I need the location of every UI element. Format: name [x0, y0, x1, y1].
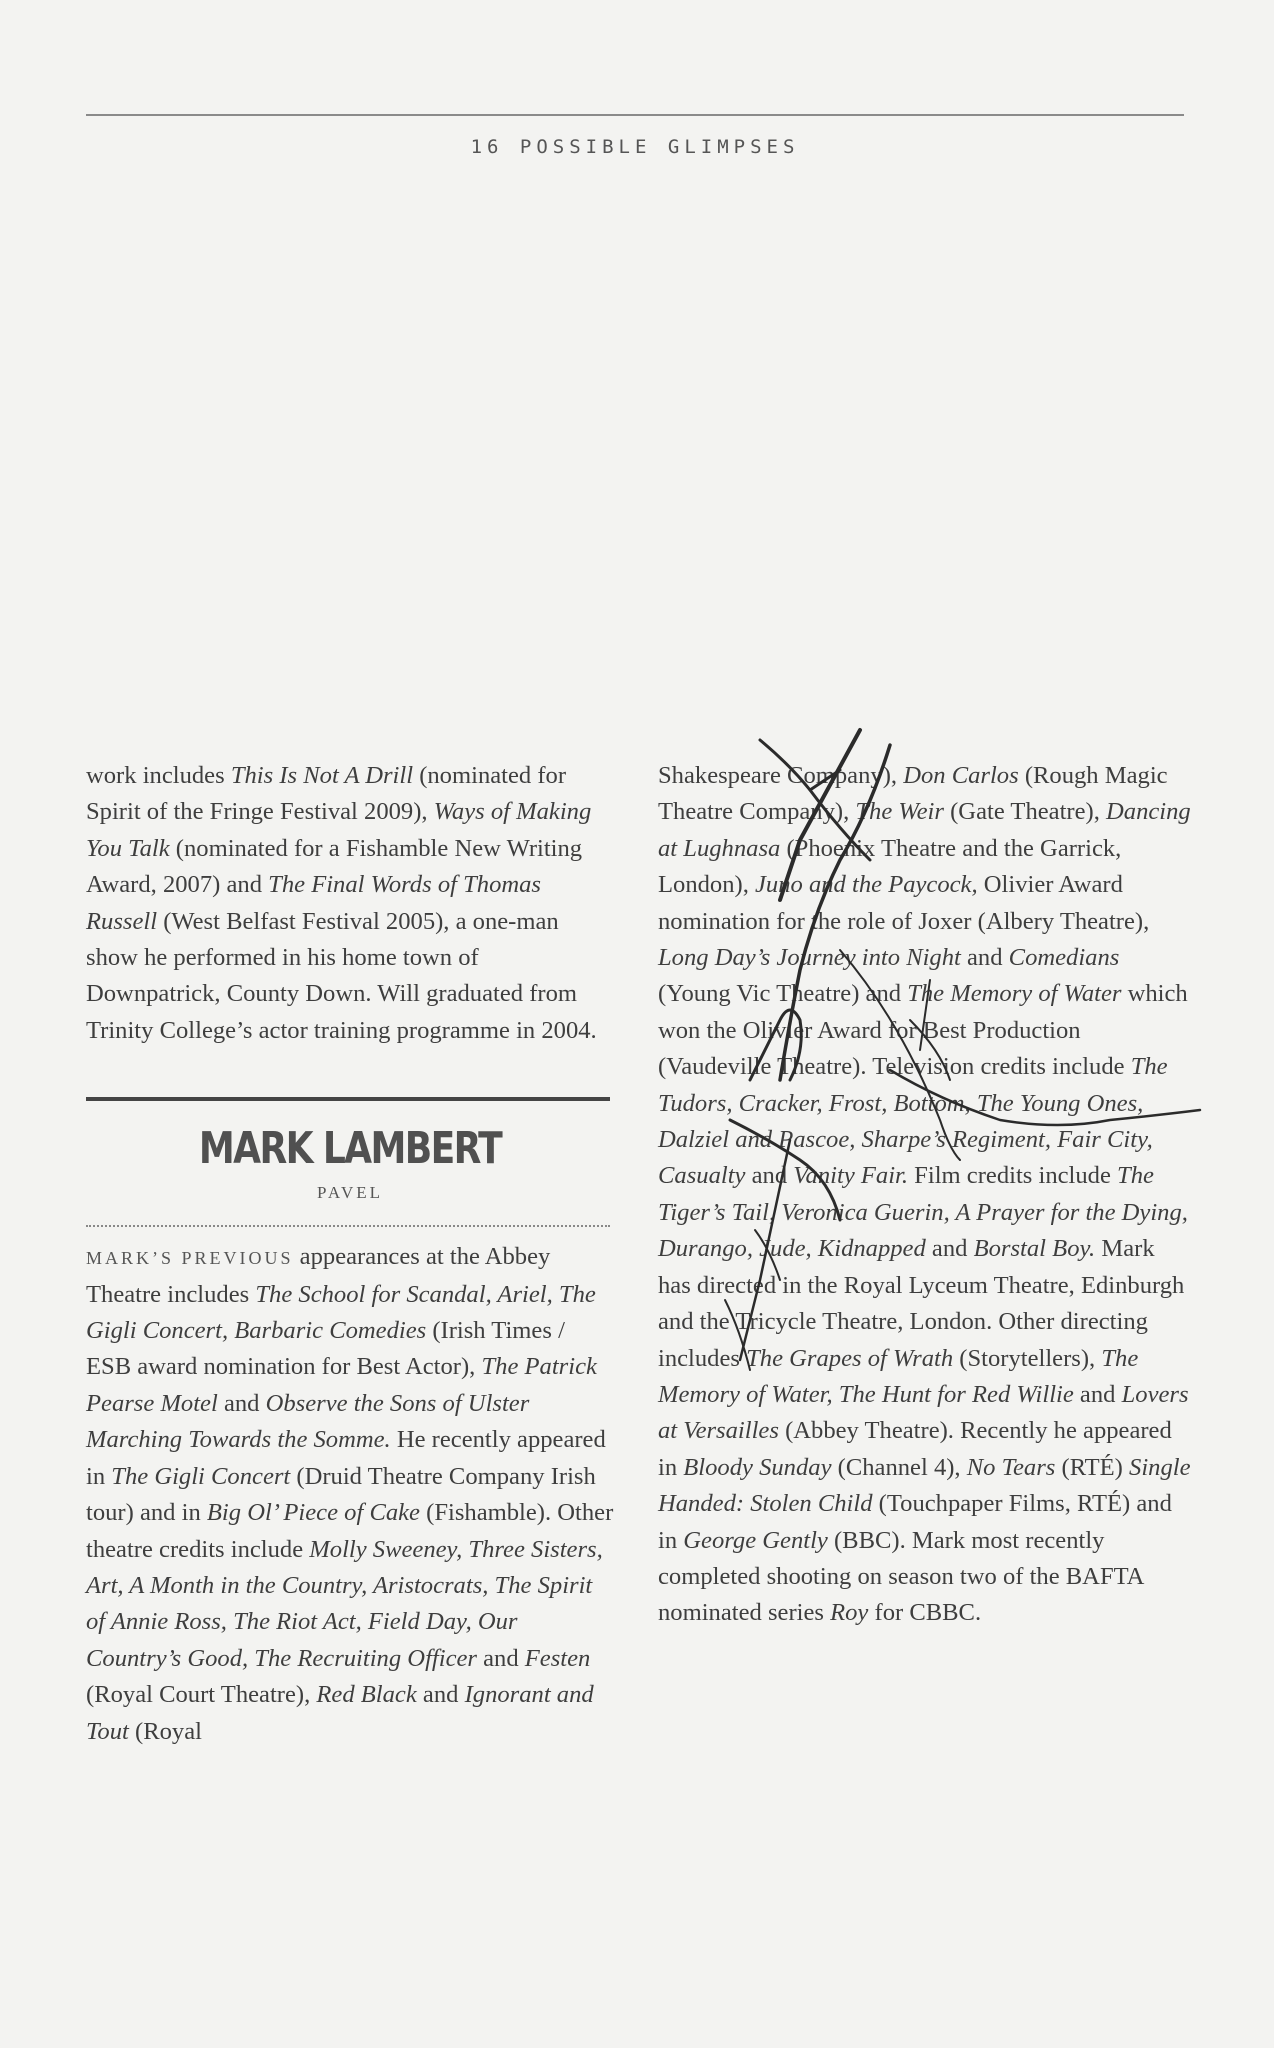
italic-title-run: George Gently — [683, 1526, 828, 1554]
left-column — [86, 758, 614, 1750]
italic-title-run: The Weir — [855, 798, 944, 826]
text-run: (Druid Theatre Company Irish tour) and in — [86, 1462, 596, 1527]
text-run: work includes — [86, 762, 231, 789]
bio-body — [86, 1243, 613, 1744]
text-run: (Irish Times / ESB award nomination for Best Actor), — [86, 1317, 565, 1381]
text-run: (Channel 4), — [831, 1453, 967, 1481]
italic-title-run: Red Black — [316, 1681, 417, 1709]
italic-title-run: Ignorant and Tout — [86, 1681, 594, 1745]
text-run: (Royal Court Theatre), — [86, 1681, 317, 1709]
italic-title-run: Vanity Fair. — [793, 1162, 909, 1190]
text-run: (West Belfast Festival 2005), a one-man show he performed in his home town of Downpatrick, County Down. Will graduated from Trinity College’s actor training programme in 2004. — [86, 907, 597, 1044]
text-run: (Phoenix Theatre and the Garrick, London), — [658, 834, 1122, 899]
italic-title-run: Single Handed: Stolen Child — [658, 1453, 1191, 1518]
bio-paragraph — [86, 1239, 614, 1750]
text-run: and — [925, 1235, 974, 1263]
italic-title-run: Borstal Boy. — [973, 1235, 1096, 1263]
text-run: (nominated for a Fishamble New Writing Award, 2007) and — [86, 834, 583, 899]
bio-lead: MARK’S PREVIOUS — [86, 1248, 294, 1269]
italic-title-run: The Gigli Concert — [111, 1462, 291, 1490]
italic-title-run: The School for Scandal, Ariel, The Gigli Concert, Barbaric Comedies — [86, 1280, 596, 1345]
text-run: (Royal — [128, 1717, 202, 1745]
text-run: (Touchpaper Films, RTÉ) and in — [658, 1490, 1172, 1554]
text-run: (nominated for Spirit of the Fringe Festival 2009), — [86, 762, 567, 826]
italic-title-run: Ways of Making You Talk — [86, 798, 592, 862]
italic-title-run: Lovers at Versailles — [658, 1380, 1189, 1445]
right-column — [658, 758, 1192, 1632]
italic-title-run: The Final Words of Thomas Russell — [86, 871, 542, 935]
text-run: which won the Olivier Award for Best Production (Vaudeville Theatre). Television credits include — [658, 980, 1188, 1081]
text-run: (Gate Theatre), — [943, 798, 1107, 826]
text-run: (Rough Magic Theatre Company), — [658, 762, 1168, 826]
italic-title-run: Roy — [830, 1599, 869, 1627]
italic-title-run: This Is Not A Drill — [230, 762, 414, 789]
italic-title-run: Juno and the Paycock, — [755, 871, 978, 899]
italic-title-run: Big Ol’ Piece of Cake — [206, 1499, 420, 1527]
section-role: PAVEL — [316, 1183, 384, 1203]
italic-title-run: Observe the Sons of Ulster Marching Towards the Somme. — [86, 1389, 530, 1454]
text-run: (Storytellers), — [953, 1344, 1102, 1372]
text-run: (Abbey Theatre). Recently he appeared in — [658, 1417, 1172, 1481]
text-run: and — [1073, 1380, 1122, 1408]
text-run: (BBC). Mark most recently completed shooting on season two of the BAFTA nominated series — [658, 1526, 1144, 1627]
italic-title-run: Comedians — [1008, 944, 1120, 972]
bio-continued-paragraph — [658, 758, 1192, 1632]
dotted-divider — [86, 1225, 610, 1227]
italic-title-run: Molly Sweeney, Three Sisters, Art, A Month in the Country, Aristocrats, The Spirit of Annie Ross, The Riot Act, Field Day, Our Country’s Good, The Recruiting Officer — [86, 1535, 603, 1672]
italic-title-run: Dancing at Lughnasa — [658, 798, 1191, 862]
text-run: and — [416, 1681, 465, 1709]
text-run: and — [476, 1644, 525, 1672]
text-run: (Young Vic Theatre) and — [658, 980, 908, 1008]
text-run: Shakespeare Company), — [658, 762, 904, 789]
text-run: (Fishamble). Other theatre credits include — [86, 1499, 614, 1563]
italic-title-run: Bloody Sunday — [683, 1453, 832, 1481]
text-run: for CBBC. — [868, 1599, 982, 1627]
intro-paragraph — [86, 758, 614, 1049]
text-run: Film credits include — [908, 1162, 1118, 1190]
italic-title-run: The Memory of Water, The Hunt for Red Willie — [658, 1344, 1139, 1408]
italic-title-run: The Grapes of Wrath — [746, 1344, 954, 1372]
section-name: MARK LAMBERT — [198, 1123, 502, 1175]
running-head: 16 POSSIBLE GLIMPSES — [470, 136, 800, 158]
italic-title-run: No Tears — [966, 1453, 1056, 1481]
italic-title-run: The Memory of Water — [907, 980, 1122, 1008]
text-run: Olivier Award nomination for the role of Joxer (Albery Theatre), — [658, 871, 1150, 935]
text-run: and — [960, 944, 1009, 972]
text-run: Mark has directed in the Royal Lyceum Theatre, Edinburgh and the Tricycle Theatre, London. Other directing includes — [658, 1235, 1185, 1372]
text-run: appearances at the Abbey Theatre includes — [86, 1243, 551, 1308]
text-run: and — [217, 1389, 266, 1417]
italic-title-run: The Tiger’s Tail, Veronica Guerin, A Prayer for the Dying, Durango, Jude, Kidnapped — [658, 1162, 1188, 1263]
text-run: He recently appeared in — [86, 1426, 606, 1490]
italic-title-run: The Tudors, Cracker, Frost, Bottom, The Young Ones, Dalziel and Pascoe, Sharpe’s Regiment, Fair City, Casualty — [658, 1053, 1168, 1190]
section-rule — [86, 1097, 610, 1101]
italic-title-run: The Patrick Pearse Motel — [86, 1353, 597, 1417]
italic-title-run: Festen — [524, 1644, 591, 1672]
italic-title-run: Don Carlos — [903, 762, 1019, 789]
text-run: (RTÉ) — [1055, 1453, 1130, 1481]
italic-title-run: Long Day’s Journey into Night — [658, 944, 961, 972]
header-rule — [86, 114, 1184, 116]
text-run: and — [745, 1162, 794, 1190]
